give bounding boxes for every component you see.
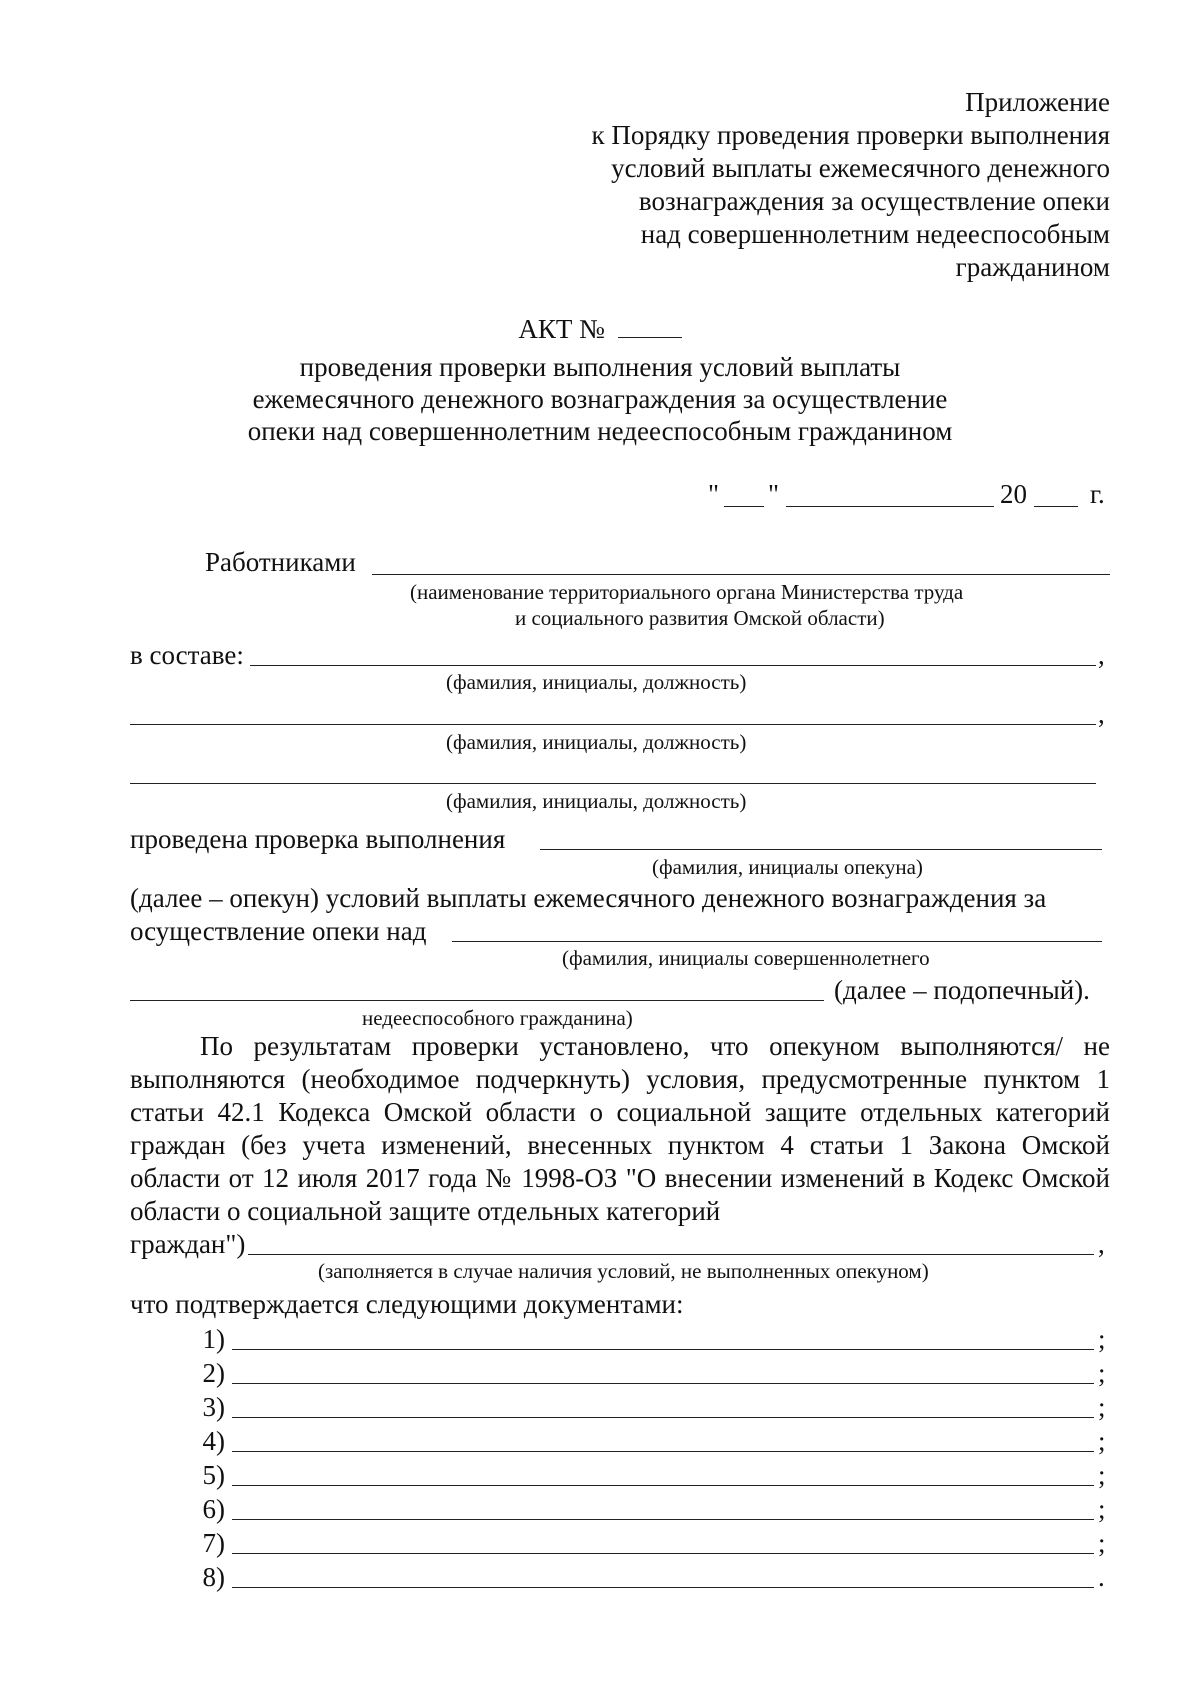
ward-field[interactable] xyxy=(452,941,1102,942)
document-number: 5) xyxy=(202,1460,225,1490)
ward-suffix: (далее – подопечный). xyxy=(834,975,1090,1005)
results-last-end: , xyxy=(1098,1229,1105,1259)
member-hint: (фамилия, инициалы, должность) xyxy=(446,730,747,754)
document-end: ; xyxy=(1098,1358,1106,1388)
document-end: ; xyxy=(1098,1528,1106,1558)
date-month-field[interactable] xyxy=(786,506,994,507)
guardian-field[interactable] xyxy=(540,849,1102,850)
results-last-start: граждан") xyxy=(130,1229,246,1259)
workers-label: Работниками xyxy=(205,547,356,577)
appendix-line: вознаграждения за осуществление опеки xyxy=(638,186,1110,216)
document-end: ; xyxy=(1098,1426,1106,1456)
member-comma: , xyxy=(1098,699,1105,729)
appendix-line: Приложение xyxy=(965,87,1110,117)
member-hint: (фамилия, инициалы, должность) xyxy=(446,789,747,813)
document-end: ; xyxy=(1098,1324,1106,1354)
date-year-suffix: г. xyxy=(1090,479,1105,509)
document-number: 1) xyxy=(202,1324,225,1354)
document-number: 3) xyxy=(202,1392,225,1422)
conditions-hint: (заполняется в случае наличия условий, не выполненных опекуном) xyxy=(318,1259,929,1283)
act-title-line: ежемесячного денежного вознаграждения за осуществление xyxy=(252,384,948,414)
document-field[interactable] xyxy=(232,1417,1094,1418)
document-field[interactable] xyxy=(232,1451,1094,1452)
document-number: 4) xyxy=(202,1426,225,1456)
appendix-line: гражданином xyxy=(955,252,1110,282)
document-field[interactable] xyxy=(232,1553,1094,1554)
document-field[interactable] xyxy=(232,1349,1094,1350)
ward-field-2[interactable] xyxy=(130,1000,824,1001)
document-end: . xyxy=(1098,1562,1105,1592)
conditions-field[interactable] xyxy=(248,1254,1094,1255)
act-number xyxy=(0,313,1200,346)
workers-hint: и социального развития Омской области) xyxy=(515,606,885,630)
document-field[interactable] xyxy=(232,1383,1094,1384)
results-text: По результатам проверки установлено, что опекуном выполняются/ не выполняются (необходимое подчеркнуть) условия, предусмотренные пунктом 1 статьи 42.1 Кодекса Омской области о социальной защите отдельных категорий граждан (без учета изменений, внесенных пунктом 4 статьи 1 Закона Омской области от 12 июля 2017 года № 1998-ОЗ "О внесении изменений в Кодекс Омской области о социальной защите отдельных категорий xyxy=(130,1031,1110,1226)
document-end: ; xyxy=(1098,1460,1106,1490)
results-paragraph xyxy=(130,1030,1110,1228)
date-day-field[interactable] xyxy=(724,506,764,507)
date-year-prefix: 20 xyxy=(1000,479,1027,509)
act-title-line: проведения проверки выполнения условий выплаты xyxy=(299,352,901,382)
date-open-quote: " xyxy=(708,479,720,509)
date-close-quote: " xyxy=(768,479,780,509)
act-title xyxy=(0,351,1200,447)
member-hint: (фамилия, инициалы, должность) xyxy=(446,670,747,694)
member-field-1[interactable] xyxy=(250,665,1096,666)
document-number: 6) xyxy=(202,1494,225,1524)
document-field[interactable] xyxy=(232,1587,1094,1588)
date-year-field[interactable] xyxy=(1034,506,1078,507)
document-end: ; xyxy=(1098,1494,1106,1524)
document-number: 2) xyxy=(202,1358,225,1388)
ward-hint: недееспособного гражданина) xyxy=(362,1006,633,1030)
appendix-line: над совершеннолетним недееспособным xyxy=(640,219,1110,249)
over-label: осуществление опеки над xyxy=(130,916,427,946)
act-number-field[interactable] xyxy=(618,313,682,338)
member-field-2[interactable] xyxy=(130,724,1096,725)
act-number-label: АКТ № xyxy=(518,314,605,344)
document-field[interactable] xyxy=(232,1519,1094,1520)
inspection-text: (далее – опекун) условий выплаты ежемесячного денежного вознаграждения за xyxy=(130,883,1047,913)
document-number: 7) xyxy=(202,1528,225,1558)
act-title-line: опеки над совершеннолетним недееспособным гражданином xyxy=(247,416,953,446)
guardian-hint: (фамилия, инициалы опекуна) xyxy=(652,855,923,879)
document-number: 8) xyxy=(202,1562,225,1592)
document-field[interactable] xyxy=(232,1485,1094,1486)
appendix-header xyxy=(591,86,1110,284)
ward-hint: (фамилия, инициалы совершеннолетнего xyxy=(562,946,930,970)
workers-field[interactable] xyxy=(372,574,1110,575)
confirmed-text: что подтверждается следующими документами: xyxy=(130,1289,684,1319)
appendix-line: к Порядку проведения проверки выполнения xyxy=(591,120,1110,150)
member-field-3[interactable] xyxy=(130,783,1096,784)
inspection-label: проведена проверка выполнения xyxy=(130,824,506,854)
document-end: ; xyxy=(1098,1392,1106,1422)
members-label: в составе: xyxy=(130,640,244,670)
member-comma: , xyxy=(1098,640,1105,670)
workers-hint: (наименование территориального органа Министерства труда xyxy=(410,580,964,604)
appendix-line: условий выплаты ежемесячного денежного xyxy=(611,153,1110,183)
